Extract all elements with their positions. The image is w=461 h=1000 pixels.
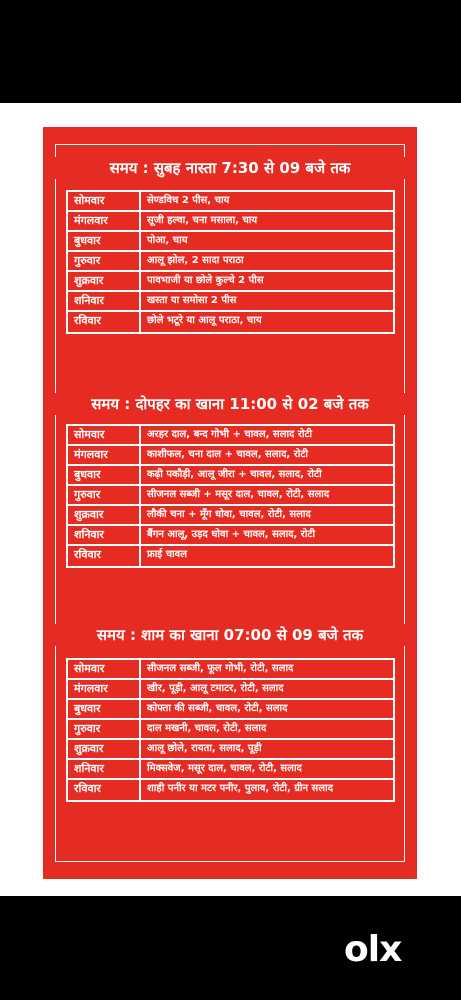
- day-cell: सोमवार: [68, 426, 141, 444]
- table-row: [68, 546, 393, 566]
- day-cell: गुरुवार: [68, 720, 141, 738]
- breakfast-table: [66, 190, 395, 334]
- meal-cell: खस्ता या समोसा 2 पीस: [147, 295, 237, 306]
- table-row: [68, 680, 393, 700]
- day-cell: शनिवार: [68, 526, 141, 544]
- meal-cell: कोफ्ता की सब्जी, चावल, रोटी, सलाद: [147, 703, 288, 714]
- olx-logo: olx: [344, 929, 402, 970]
- table-row: [68, 192, 393, 212]
- table-row: [68, 272, 393, 292]
- meal-cell: पोआ, चाय: [147, 235, 188, 246]
- meal-cell: बैंगन आलू, उड़द धोवा + चावल, सलाद, रोटी: [147, 529, 316, 540]
- day-cell: गुरुवार: [68, 486, 141, 504]
- table-row: [68, 780, 393, 800]
- day-cell: मंगलवार: [68, 680, 141, 698]
- day-cell: सोमवार: [68, 192, 141, 210]
- meal-cell: खीर, पूड़ी, आलू टमाटर, रोटी, सलाद: [147, 683, 284, 694]
- dinner-table: [66, 658, 395, 802]
- meal-cell: सीजनल सब्जी, फूल गोभी, रोटी, सलाद: [147, 663, 294, 674]
- day-cell: गुरुवार: [68, 252, 141, 270]
- table-row: [68, 486, 393, 506]
- table-row: [68, 506, 393, 526]
- table-row: [68, 232, 393, 252]
- meal-cell: दाल मखनी, चावल, रोटी, सलाद: [147, 723, 267, 734]
- day-cell: शनिवार: [68, 292, 141, 310]
- table-row: [68, 466, 393, 486]
- day-cell: शुक्रवार: [68, 506, 141, 524]
- table-row: [68, 760, 393, 780]
- meal-cell: पावभाजी या छोले कुल्चे 2 पीस: [147, 275, 264, 286]
- meal-cell: काशीफल, चना दाल + चावल, सलाद, रोटी: [147, 449, 309, 460]
- lunch-title: समय : दोपहर का खाना 11:00 से 02 बजे तक: [43, 393, 417, 415]
- meal-cell: कढ़ी पकौड़ी, आलू जीरा + चावल, सलाद, रोटी: [147, 469, 322, 480]
- day-cell: रविवार: [68, 780, 141, 800]
- table-row: [68, 660, 393, 680]
- day-cell: सोमवार: [68, 660, 141, 678]
- table-row: [68, 720, 393, 740]
- table-row: [68, 740, 393, 760]
- dinner-title: समय : शाम का खाना 07:00 से 09 बजे तक: [43, 624, 417, 646]
- table-row: [68, 212, 393, 232]
- day-cell: बुधवार: [68, 466, 141, 484]
- meal-cell: आलू छोले, रायता, सलाद, पूड़ी: [147, 743, 262, 754]
- table-row: [68, 446, 393, 466]
- table-row: [68, 312, 393, 332]
- meal-cell: लौकी चना + मूँग धोवा, चावल, रोटी, सलाद: [147, 509, 311, 520]
- day-cell: बुधवार: [68, 232, 141, 250]
- menu-poster: [43, 127, 417, 879]
- table-row: [68, 426, 393, 446]
- meal-cell: मिक्सवेज, मसूर दाल, चावल, रोटी, सलाद: [147, 763, 302, 774]
- day-cell: बुधवार: [68, 700, 141, 718]
- meal-cell: सेण्डविच 2 पीस, चाय: [147, 195, 230, 206]
- breakfast-title: समय : सुबह नास्ता 7:30 से 09 बजे तक: [43, 157, 417, 179]
- day-cell: मंगलवार: [68, 212, 141, 230]
- day-cell: रविवार: [68, 546, 141, 566]
- day-cell: रविवार: [68, 312, 141, 332]
- table-row: [68, 252, 393, 272]
- meal-cell: फ्राई चावल: [147, 549, 187, 560]
- table-row: [68, 292, 393, 312]
- meal-cell: शाही पनीर या मटर पनीर, पुलाव, रोटी, ग्रीन सलाद: [147, 783, 333, 794]
- day-cell: शुक्रवार: [68, 272, 141, 290]
- lunch-table: [66, 424, 395, 568]
- meal-cell: सूजी हल्वा, चना मसाला, चाय: [147, 215, 258, 226]
- meal-cell: आलू झोल, 2 सादा पराठा: [147, 255, 244, 266]
- day-cell: मंगलवार: [68, 446, 141, 464]
- table-row: [68, 526, 393, 546]
- table-row: [68, 700, 393, 720]
- meal-cell: अरहर दाल, बन्द गोभी + चावल, सलाद रोटी: [147, 429, 313, 440]
- meal-cell: सीजनल सब्जी + मसूर दाल, चावल, रोटी, सलाद: [147, 489, 330, 500]
- meal-cell: छोले भटूरे या आलू पराठा, चाय: [147, 315, 262, 326]
- day-cell: शुक्रवार: [68, 740, 141, 758]
- day-cell: शनिवार: [68, 760, 141, 778]
